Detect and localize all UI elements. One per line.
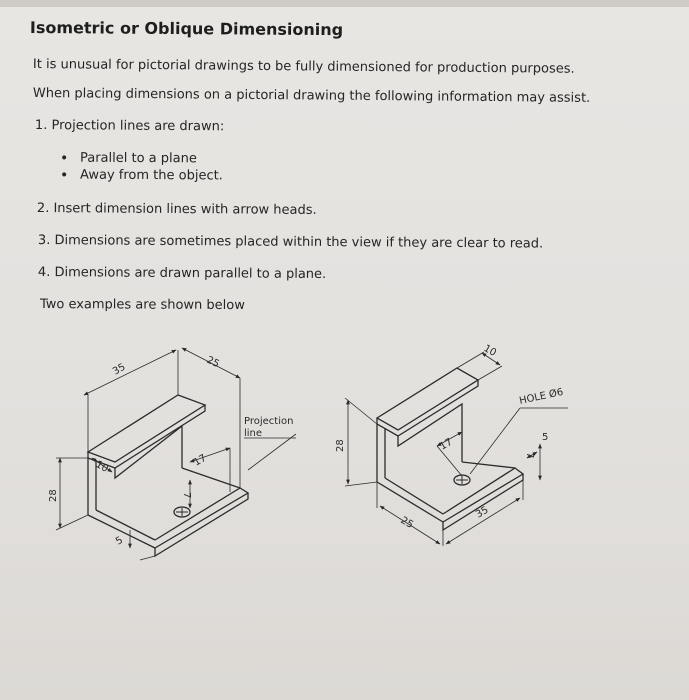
- right-dimension-lines: [345, 352, 568, 546]
- right-dim-10: 10: [481, 343, 499, 359]
- intro-line-1: It is unusual for pictorial drawings to be fully dimensioned for production purposes.: [32, 57, 575, 77]
- left-dim-5: 5: [114, 534, 126, 548]
- right-dim-35: 35: [474, 504, 491, 521]
- page-title: Isometric or Oblique Dimensioning: [29, 18, 344, 40]
- left-dim-28: 28: [48, 489, 59, 502]
- left-dim-25: 25: [204, 354, 221, 371]
- left-dim-10: 10: [93, 459, 111, 475]
- right-bracket-figure: [377, 368, 523, 530]
- point-4: 4. Dimensions are drawn parallel to a plane.: [37, 265, 327, 283]
- bullet-icon: •: [59, 167, 69, 184]
- point-3: 3. Dimensions are sometimes placed within the view if they are clear to read.: [37, 233, 544, 252]
- right-dim-5: 5: [542, 432, 549, 443]
- point-1: 1. Projection lines are drawn:: [34, 118, 225, 135]
- bullet-icon: •: [59, 150, 69, 167]
- right-dim-7: 7: [524, 452, 535, 459]
- right-dim-17: 17: [438, 436, 455, 453]
- right-dim-28: 28: [335, 439, 346, 452]
- left-dim-7: 7: [181, 492, 192, 499]
- examples-note: Two examples are shown below: [39, 297, 245, 314]
- right-dim-25: 25: [398, 515, 416, 531]
- left-dim-35: 35: [111, 361, 128, 378]
- bullet-text: Away from the object.: [79, 167, 223, 184]
- intro-line-2: When placing dimensions on a pictorial drawing the following information may assist.: [32, 86, 591, 106]
- projection-line-label: line: [244, 428, 263, 439]
- left-bracket-figure: [88, 395, 248, 556]
- point-2: 2. Insert dimension lines with arrow heads.: [36, 201, 317, 218]
- left-dim-17: 17: [192, 452, 209, 469]
- projection-label: Projection: [244, 416, 294, 427]
- hole-label: HOLE Ø6: [518, 386, 565, 407]
- bullet-text: Parallel to a plane: [79, 150, 197, 167]
